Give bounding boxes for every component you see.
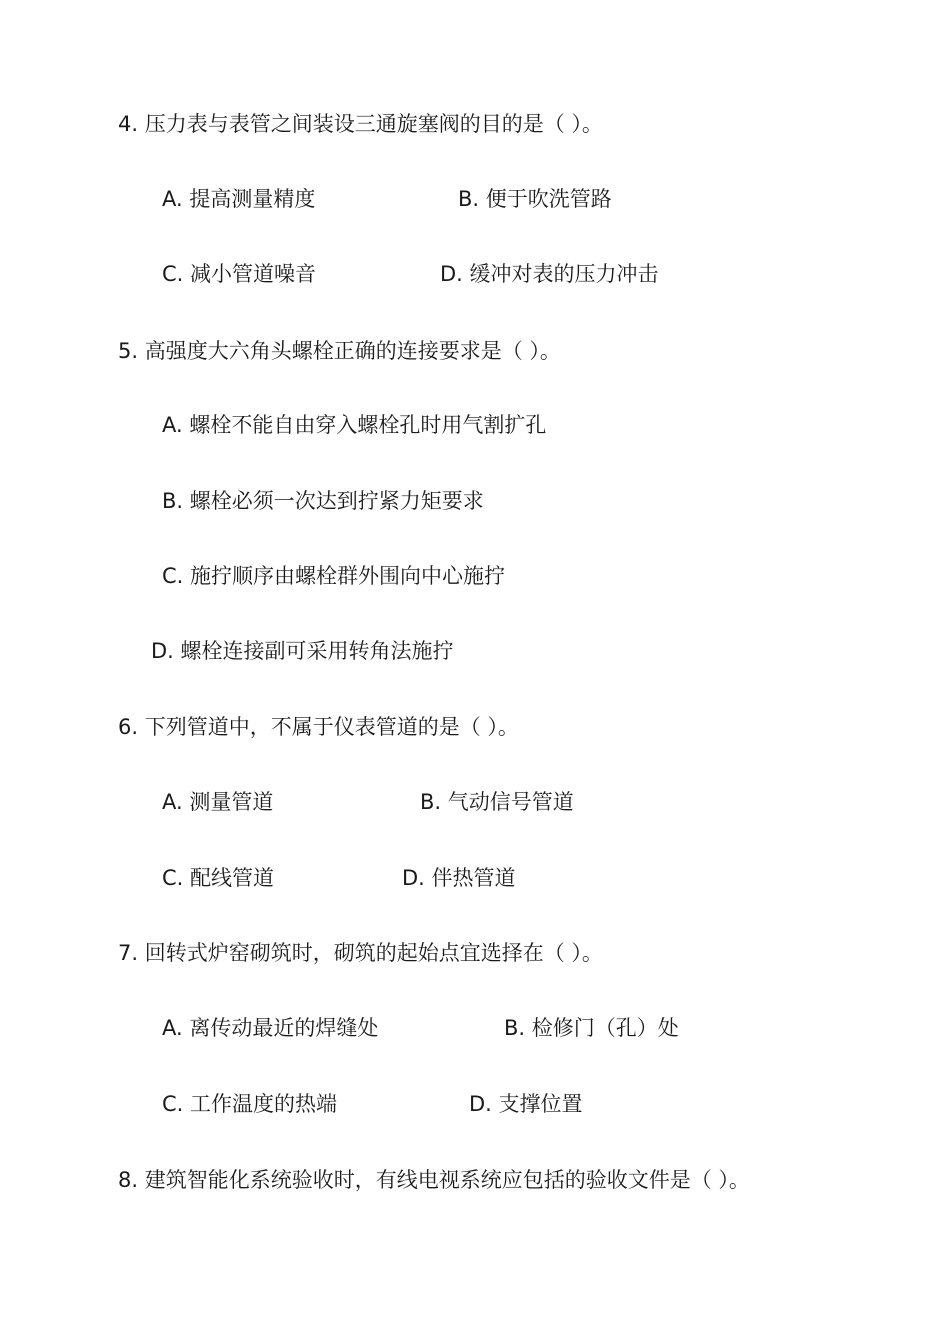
question-7-option-d: D. 支撑位置 <box>469 1092 583 1116</box>
question-5-option-b: B. 螺栓必须一次达到拧紧力矩要求 <box>162 489 484 513</box>
question-4-option-d: D. 缓冲对表的压力冲击 <box>440 262 659 286</box>
question-4-option-b: B. 便于吹洗管路 <box>458 187 612 211</box>
question-5-option-c: C. 施拧顺序由螺栓群外围向中心施拧 <box>162 564 506 588</box>
question-5-option-d: D. 螺栓连接副可采用转角法施拧 <box>151 639 454 663</box>
question-6-option-c: C. 配线管道 <box>162 866 275 890</box>
question-6-stem: 6. 下列管道中，不属于仪表管道的是（ ）。 <box>118 715 519 739</box>
question-4-option-a: A. 提高测量精度 <box>162 187 316 211</box>
question-6-option-d: D. 伴热管道 <box>402 866 516 890</box>
question-5-option-a: A. 螺栓不能自由穿入螺栓孔时用气割扩孔 <box>162 413 547 437</box>
question-7-option-a: A. 离传动最近的焊缝处 <box>162 1016 379 1040</box>
question-7-option-b: B. 检修门（孔）处 <box>504 1016 679 1040</box>
question-5-stem: 5. 高强度大六角头螺栓正确的连接要求是（ ）。 <box>118 339 561 363</box>
question-7-stem: 7. 回转式炉窑砌筑时，砌筑的起始点宜选择在（ ）。 <box>118 941 603 965</box>
question-6-option-a: A. 测量管道 <box>162 790 274 814</box>
question-8-stem: 8. 建筑智能化系统验收时，有线电视系统应包括的验收文件是（ ）。 <box>118 1168 750 1192</box>
question-6-option-b: B. 气动信号管道 <box>420 790 574 814</box>
question-7-option-c: C. 工作温度的热端 <box>162 1092 338 1116</box>
question-4-stem: 4. 压力表与表管之间装设三通旋塞阀的目的是（ ）。 <box>118 112 603 136</box>
question-4-option-c: C. 减小管道噪音 <box>162 262 317 286</box>
